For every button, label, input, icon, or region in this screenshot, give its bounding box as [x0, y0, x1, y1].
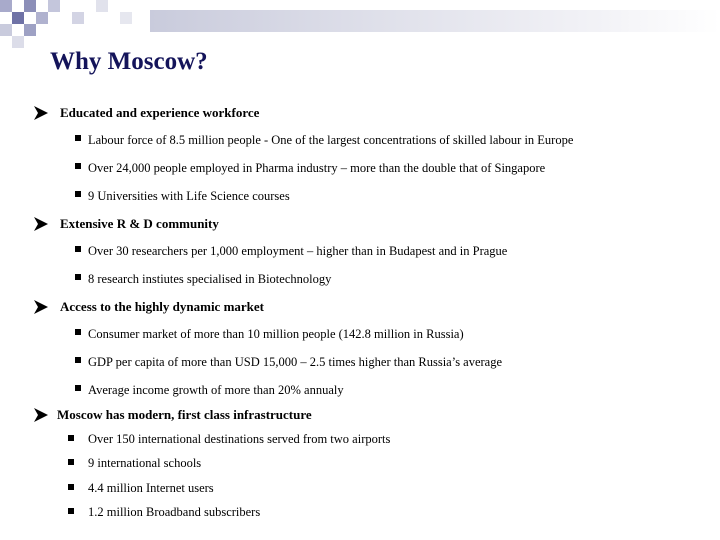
bullet-item: 9 Universities with Life Science courses	[88, 189, 290, 203]
section-heading-rd: Extensive R & D community	[60, 216, 219, 231]
square-bullet-icon	[75, 385, 81, 391]
bullet-item: Over 30 researchers per 1,000 employment – higher than in Budapest and in Prague	[88, 244, 508, 258]
arrow-bullet-icon	[33, 216, 49, 232]
bullet-item: Labour force of 8.5 million people - One of the largest concentrations of skilled labour in Europe	[88, 133, 574, 147]
section-heading-workforce: Educated and experience workforce	[60, 105, 260, 120]
square-bullet-icon	[68, 508, 74, 514]
section-heading-infrastructure: Moscow has modern, first class infrastructure	[57, 407, 312, 422]
square-bullet-icon	[75, 163, 81, 169]
square-bullet-icon	[75, 274, 81, 280]
bullet-item: 4.4 million Internet users	[88, 481, 214, 495]
square-bullet-icon	[75, 329, 81, 335]
square-bullet-icon	[75, 191, 81, 197]
section-heading-market: Access to the highly dynamic market	[60, 299, 265, 314]
bullet-item: Over 24,000 people employed in Pharma industry – more than the double that of Singapore	[88, 161, 546, 175]
bullet-item: Consumer market of more than 10 million people (142.8 million in Russia)	[88, 327, 464, 341]
bullet-item: 8 research instiutes specialised in Biotechnology	[88, 272, 332, 286]
square-bullet-icon	[68, 435, 74, 441]
bullet-item: GDP per capita of more than USD 15,000 – 2.5 times higher than Russia’s average	[88, 355, 503, 369]
square-bullet-icon	[68, 459, 74, 465]
arrow-bullet-icon	[33, 407, 49, 423]
square-bullet-icon	[75, 135, 81, 141]
bullet-item: Over 150 international destinations served from two airports	[88, 432, 391, 446]
bullet-item: Average income growth of more than 20% annualy	[88, 383, 344, 397]
bullet-item: 9 international schools	[88, 456, 202, 470]
slide-title: Why Moscow?	[50, 48, 208, 75]
arrow-bullet-icon	[33, 299, 49, 315]
arrow-bullet-icon	[33, 105, 49, 121]
square-bullet-icon	[75, 246, 81, 252]
square-bullet-icon	[68, 484, 74, 490]
bullet-item: 1.2 million Broadband subscribers	[88, 505, 261, 519]
square-bullet-icon	[75, 357, 81, 363]
